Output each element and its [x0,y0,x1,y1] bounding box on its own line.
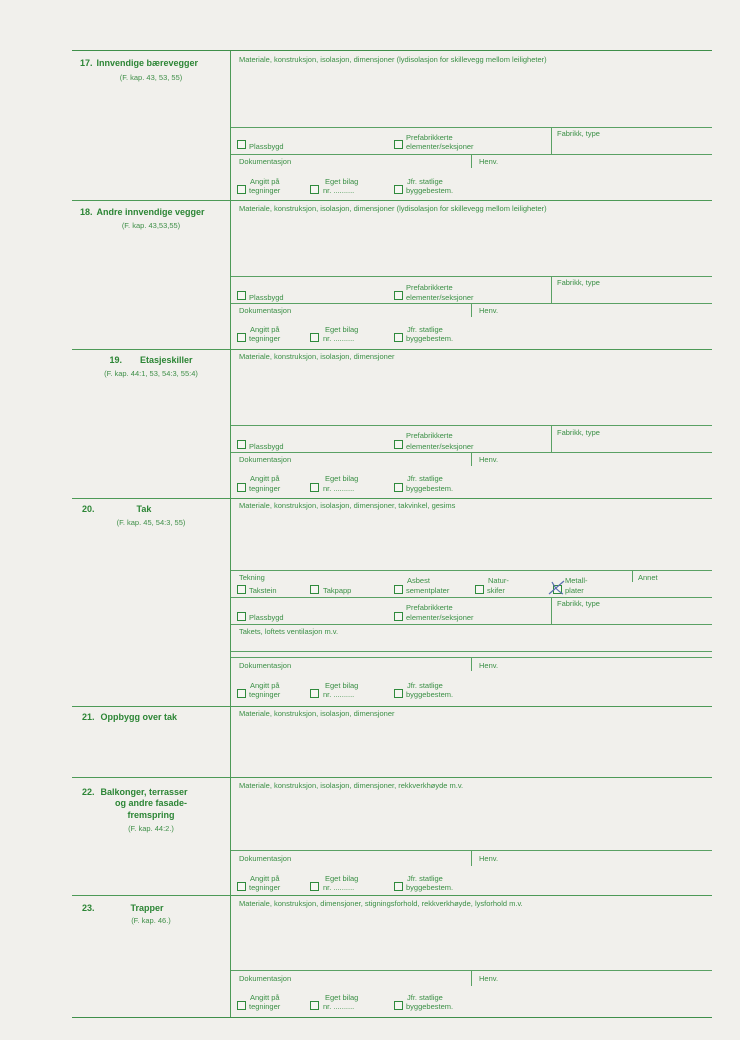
ventilasjon-field[interactable] [231,637,712,651]
angitt-label: Angitt på [250,474,280,483]
prefab-checkbox[interactable] [394,291,403,300]
materiale-field[interactable] [231,65,712,127]
takstein-checkbox[interactable] [237,585,246,594]
section-21 [72,706,712,778]
materiale-label: Materiale, konstruksjon, isolasjon, dimensjoner (lydisolasjon for skillevegg mellom leiligheter) [239,204,547,213]
materiale-field[interactable] [231,214,712,276]
jfr-label: byggebestem. [406,186,454,195]
takpapp-label: Takpapp [323,586,352,595]
section-20-ref: (F. kap. 45, 54:3, 55) [116,518,186,527]
section-17-heading-cell [72,51,231,200]
section-19 [72,349,712,499]
section-17 [72,51,712,201]
divider [551,597,552,624]
prefab-label: Prefabrikkerte [406,431,453,440]
eget-bilag-label: Eget bilag [325,874,359,883]
fabrikk-label: Fabrikk, type [557,278,600,287]
jfr-label: Jfr. statlige [407,325,443,334]
divider [231,651,712,652]
eget-bilag-checkbox[interactable] [310,483,319,492]
section-23-title [82,903,164,913]
section-22-ref: (F. kap. 44:2.) [128,824,174,833]
dokumentasjon-label: Dokumentasjon [239,854,292,863]
section-17-title-text: Innvendige bærevegger [96,58,199,68]
section-23-ref: (F. kap. 46.) [131,916,171,925]
section-17-number: 17. [80,58,93,68]
eget-bilag-checkbox[interactable] [310,185,319,194]
eget-bilag-label: nr. .......... [323,690,355,699]
asbest-label: Asbest [407,576,430,585]
naturskifer-checkbox[interactable] [475,585,484,594]
section-19-fields [231,349,712,498]
prefab-checkbox[interactable] [394,140,403,149]
section-23-heading-cell [72,895,231,1017]
materiale-label: Materiale, konstruksjon, isolasjon, dimensjoner, takvinkel, gesims [239,501,456,510]
eget-bilag-label: Eget bilag [325,177,359,186]
section-22-title [82,786,188,798]
eget-bilag-label: Eget bilag [325,993,359,1002]
asbest-label: sementplater [406,586,450,595]
jfr-checkbox[interactable] [394,483,403,492]
section-17-title [80,58,198,68]
angitt-label: tegninger [249,883,281,892]
section-20-fields [231,498,712,706]
jfr-label: byggebestem. [406,484,454,493]
eget-bilag-label: Eget bilag [325,474,359,483]
section-23-number: 23. [82,903,95,913]
materiale-label: Materiale, konstruksjon, isolasjon, dimensjoner [239,352,395,361]
plassbygd-label: Plassbygd [249,142,284,151]
jfr-label: byggebestem. [406,334,454,343]
divider [471,452,472,466]
jfr-label: Jfr. statlige [407,681,443,690]
plassbygd-label: Plassbygd [249,293,284,302]
materiale-label: Materiale, konstruksjon, dimensjoner, stigningsforhold, rekkverkhøyde, lysforhold m.v. [239,899,523,908]
divider [471,850,472,866]
prefab-label: elementer/seksjoner [406,293,474,302]
divider [231,276,712,277]
fabrikk-label: Fabrikk, type [557,428,600,437]
section-19-title-text: Etasjeskiller [139,355,193,365]
jfr-label: Jfr. statlige [407,874,443,883]
eget-bilag-label: nr. .......... [323,883,355,892]
section-21-fields [231,706,712,777]
angitt-label: Angitt på [250,874,280,883]
ventilasjon-label: Takets, loftets ventilasjon m.v. [239,627,339,636]
section-18-fields [231,200,712,349]
naturskifer-label: skifer [487,586,505,595]
section-22-title-text: Balkonger, terrasser [100,787,188,797]
angitt-checkbox[interactable] [237,882,246,891]
materiale-field[interactable] [231,362,712,425]
henv-label: Henv. [479,455,499,464]
materiale-label: Materiale, konstruksjon, isolasjon, dimensjoner [239,709,395,718]
naturskifer-label: Natur- [488,576,509,585]
section-20-title [82,504,151,514]
eget-bilag-checkbox[interactable] [310,1001,319,1010]
section-20-heading-cell [72,498,231,706]
angitt-label: Angitt på [250,993,280,1002]
angitt-label: tegninger [249,484,281,493]
jfr-label: Jfr. statlige [407,993,443,1002]
divider [632,570,633,582]
section-20-number: 20. [82,504,95,514]
metallplater-label: Metall- [565,576,588,585]
check-mark-icon [545,578,567,598]
materiale-field[interactable] [231,511,712,570]
materiale-label: Materiale, konstruksjon, isolasjon, dimensjoner (lydisolasjon for skillevegg mellom leiligheter) [239,55,547,64]
prefab-checkbox[interactable] [394,612,403,621]
section-20-title-text: Tak [136,504,152,514]
tekning-label: Tekning [239,573,265,582]
materiale-field[interactable] [231,791,712,849]
section-19-heading-cell [72,349,231,498]
section-18-title [80,207,205,217]
jfr-checkbox[interactable] [394,1001,403,1010]
annet-label: Annet [638,573,658,582]
angitt-checkbox[interactable] [237,1001,246,1010]
divider [471,303,472,317]
angitt-checkbox[interactable] [237,483,246,492]
henv-label: Henv. [479,306,499,315]
section-23-title-text: Trapper [130,903,164,913]
plassbygd-checkbox[interactable] [237,612,246,621]
jfr-label: Jfr. statlige [407,474,443,483]
prefab-label: elementer/seksjoner [406,613,474,622]
section-22-fields [231,777,712,895]
angitt-label: Angitt på [250,177,280,186]
eget-bilag-checkbox[interactable] [310,689,319,698]
section-18 [72,200,712,350]
plassbygd-label: Plassbygd [249,613,284,622]
plassbygd-checkbox[interactable] [237,140,246,149]
prefab-label: elementer/seksjoner [406,142,474,151]
divider [231,597,712,598]
section-22-heading-cell [72,777,231,895]
jfr-label: Jfr. statlige [407,177,443,186]
section-19-ref: (F. kap. 44:1, 53, 54:3, 55:4) [104,369,198,378]
section-18-ref: (F. kap. 43,53,55) [121,221,181,230]
materiale-field[interactable] [231,909,712,970]
plassbygd-checkbox[interactable] [237,291,246,300]
section-21-number: 21. [82,712,95,722]
divider [471,154,472,168]
prefab-label: Prefabrikkerte [406,133,453,142]
eget-bilag-label: Eget bilag [325,325,359,334]
angitt-label: tegninger [249,1002,281,1011]
jfr-label: byggebestem. [406,1002,454,1011]
takpapp-checkbox[interactable] [310,585,319,594]
divider [231,570,712,571]
section-17-fields [231,51,712,200]
section-22-title-text: og andre fasade- [114,798,188,808]
prefab-label: Prefabrikkerte [406,603,453,612]
jfr-checkbox[interactable] [394,185,403,194]
eget-bilag-label: nr. .......... [323,1002,355,1011]
henv-label: Henv. [479,157,499,166]
henv-label: Henv. [479,661,499,670]
section-18-number: 18. [80,207,93,217]
angitt-checkbox[interactable] [237,689,246,698]
takstein-label: Takstein [249,586,277,595]
dokumentasjon-label: Dokumentasjon [239,157,292,166]
divider [551,127,552,154]
metallplater-label: plater [565,586,584,595]
eget-bilag-checkbox[interactable] [310,333,319,342]
section-23-fields [231,895,712,1017]
section-22-number: 22. [82,787,95,797]
angitt-label: tegninger [249,334,281,343]
angitt-label: Angitt på [250,325,280,334]
jfr-checkbox[interactable] [394,333,403,342]
angitt-label: Angitt på [250,681,280,690]
section-17-ref: (F. kap. 43, 53, 55) [119,73,183,82]
prefab-checkbox[interactable] [394,440,403,449]
materiale-label: Materiale, konstruksjon, isolasjon, dimensjoner, rekkverkhøyde m.v. [239,781,464,790]
dokumentasjon-label: Dokumentasjon [239,306,292,315]
jfr-checkbox[interactable] [394,882,403,891]
section-19-title [72,355,230,365]
angitt-checkbox[interactable] [237,185,246,194]
prefab-label: elementer/seksjoner [406,442,474,451]
angitt-checkbox[interactable] [237,333,246,342]
section-20 [72,498,712,707]
angitt-label: tegninger [249,186,281,195]
materiale-field[interactable] [231,719,712,777]
building-form [72,50,712,1018]
eget-bilag-checkbox[interactable] [310,882,319,891]
divider [231,127,712,128]
asbest-checkbox[interactable] [394,585,403,594]
divider [231,624,712,625]
section-18-title-text: Andre innvendige vegger [96,207,205,217]
divider [551,276,552,303]
eget-bilag-label: nr. .......... [323,484,355,493]
dokumentasjon-label: Dokumentasjon [239,661,292,670]
dokumentasjon-label: Dokumentasjon [239,974,292,983]
section-23 [72,895,712,1017]
section-21-title-text: Oppbygg over tak [100,712,178,722]
dokumentasjon-label: Dokumentasjon [239,455,292,464]
henv-label: Henv. [479,854,499,863]
jfr-label: byggebestem. [406,883,454,892]
plassbygd-checkbox[interactable] [237,440,246,449]
section-18-heading-cell [72,200,231,349]
section-21-title [82,712,177,722]
plassbygd-label: Plassbygd [249,442,284,451]
section-22-title-text: fremspring [127,810,175,820]
fabrikk-label: Fabrikk, type [557,599,600,608]
eget-bilag-label: nr. .......... [323,334,355,343]
divider [551,425,552,452]
jfr-checkbox[interactable] [394,689,403,698]
eget-bilag-label: nr. .......... [323,186,355,195]
angitt-label: tegninger [249,690,281,699]
henv-label: Henv. [479,974,499,983]
section-21-heading-cell [72,706,231,777]
divider [231,425,712,426]
fabrikk-label: Fabrikk, type [557,129,600,138]
jfr-label: byggebestem. [406,690,454,699]
prefab-label: Prefabrikkerte [406,283,453,292]
section-19-number: 19. [109,355,122,365]
section-22 [72,777,712,896]
eget-bilag-label: Eget bilag [325,681,359,690]
divider [471,657,472,671]
divider [471,970,472,986]
